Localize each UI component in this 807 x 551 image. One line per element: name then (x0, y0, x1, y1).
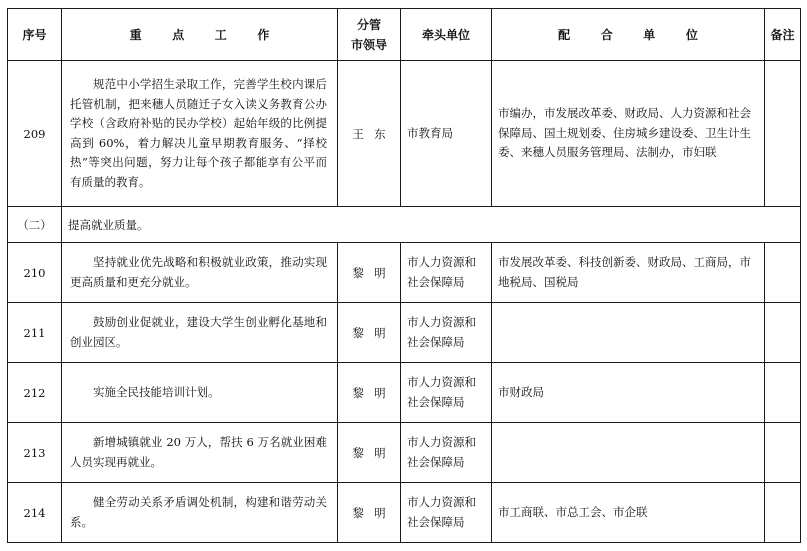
row-leader: 黎明 (338, 303, 401, 363)
row-lead-unit: 市人力资源和社会保障局 (401, 483, 492, 543)
row-task-text: 规范中小学招生录取工作，完善学生校内课后托管机制，把来穗人员随迁子女入读义务教育公办学校（含政府补贴的民办学校）起始年级的比例提高到 60%，着力解决儿童早期教育服务、“择校热”等突出问题，努力让每个孩子都能享有公平而有质量的教育。 (70, 77, 327, 189)
row-note (765, 363, 801, 423)
row-coop-units (492, 303, 765, 363)
header-note: 备注 (765, 9, 801, 61)
row-task (62, 243, 338, 303)
row-seq: 211 (8, 303, 62, 363)
row-seq: 210 (8, 243, 62, 303)
row-task-text: 坚持就业优先战略和积极就业政策，推动实现更高质量和更充分就业。 (70, 255, 327, 289)
row-coop-units: 市发展改革委、科技创新委、财政局、工商局，市地税局、国税局 (492, 243, 765, 303)
row-note (765, 423, 801, 483)
table-row (8, 363, 801, 423)
header-leader-line1: 分管 (356, 17, 381, 32)
row-task (62, 423, 338, 483)
row-note (765, 61, 801, 207)
header-coop-units: 配 合 单 位 (492, 9, 765, 61)
row-task-text: 新增城镇就业 20 万人，帮扶 6 万名就业困难人员实现再就业。 (70, 435, 327, 469)
header-lead-unit: 牵头单位 (401, 9, 492, 61)
row-task (62, 61, 338, 207)
section-row (8, 207, 801, 243)
row-task (62, 363, 338, 423)
row-seq: 214 (8, 483, 62, 543)
section-number: （二） (8, 207, 62, 243)
row-lead-unit: 市教育局 (401, 61, 492, 207)
row-task (62, 483, 338, 543)
row-seq: 212 (8, 363, 62, 423)
header-task: 重 点 工 作 (62, 9, 338, 61)
row-seq: 209 (8, 61, 62, 207)
row-lead-unit: 市人力资源和社会保障局 (401, 423, 492, 483)
header-leader-line2: 市领导 (350, 37, 387, 52)
row-task-text: 实施全民技能培训计划。 (93, 384, 220, 399)
row-leader: 王东 (338, 61, 401, 207)
row-task-text: 健全劳动关系矛盾调处机制，构建和谐劳动关系。 (70, 495, 327, 529)
row-lead-unit: 市人力资源和社会保障局 (401, 243, 492, 303)
row-note (765, 303, 801, 363)
table-row (8, 61, 801, 207)
section-title: 提高就业质量。 (62, 207, 801, 243)
row-coop-units: 市编办，市发展改革委、财政局、人力资源和社会保障局、国土规划委、住房城乡建设委、卫生计生委、来穗人员服务管理局、法制办，市妇联 (492, 61, 765, 207)
row-note (765, 483, 801, 543)
table-row (8, 423, 801, 483)
row-leader: 黎明 (338, 483, 401, 543)
row-coop-units (492, 423, 765, 483)
row-note (765, 243, 801, 303)
row-lead-unit: 市人力资源和社会保障局 (401, 303, 492, 363)
header-row (8, 9, 801, 61)
row-coop-units: 市财政局 (492, 363, 765, 423)
header-leader (338, 9, 401, 61)
row-seq: 213 (8, 423, 62, 483)
row-leader: 黎明 (338, 423, 401, 483)
row-lead-unit: 市人力资源和社会保障局 (401, 363, 492, 423)
row-coop-units: 市工商联、市总工会、市企联 (492, 483, 765, 543)
work-plan-table (7, 8, 801, 543)
row-task (62, 303, 338, 363)
table-row (8, 243, 801, 303)
row-leader: 黎明 (338, 363, 401, 423)
table-row (8, 483, 801, 543)
row-leader: 黎明 (338, 243, 401, 303)
table-row (8, 303, 801, 363)
header-seq: 序号 (8, 9, 62, 61)
row-task-text: 鼓励创业促就业，建设大学生创业孵化基地和创业园区。 (70, 315, 327, 349)
